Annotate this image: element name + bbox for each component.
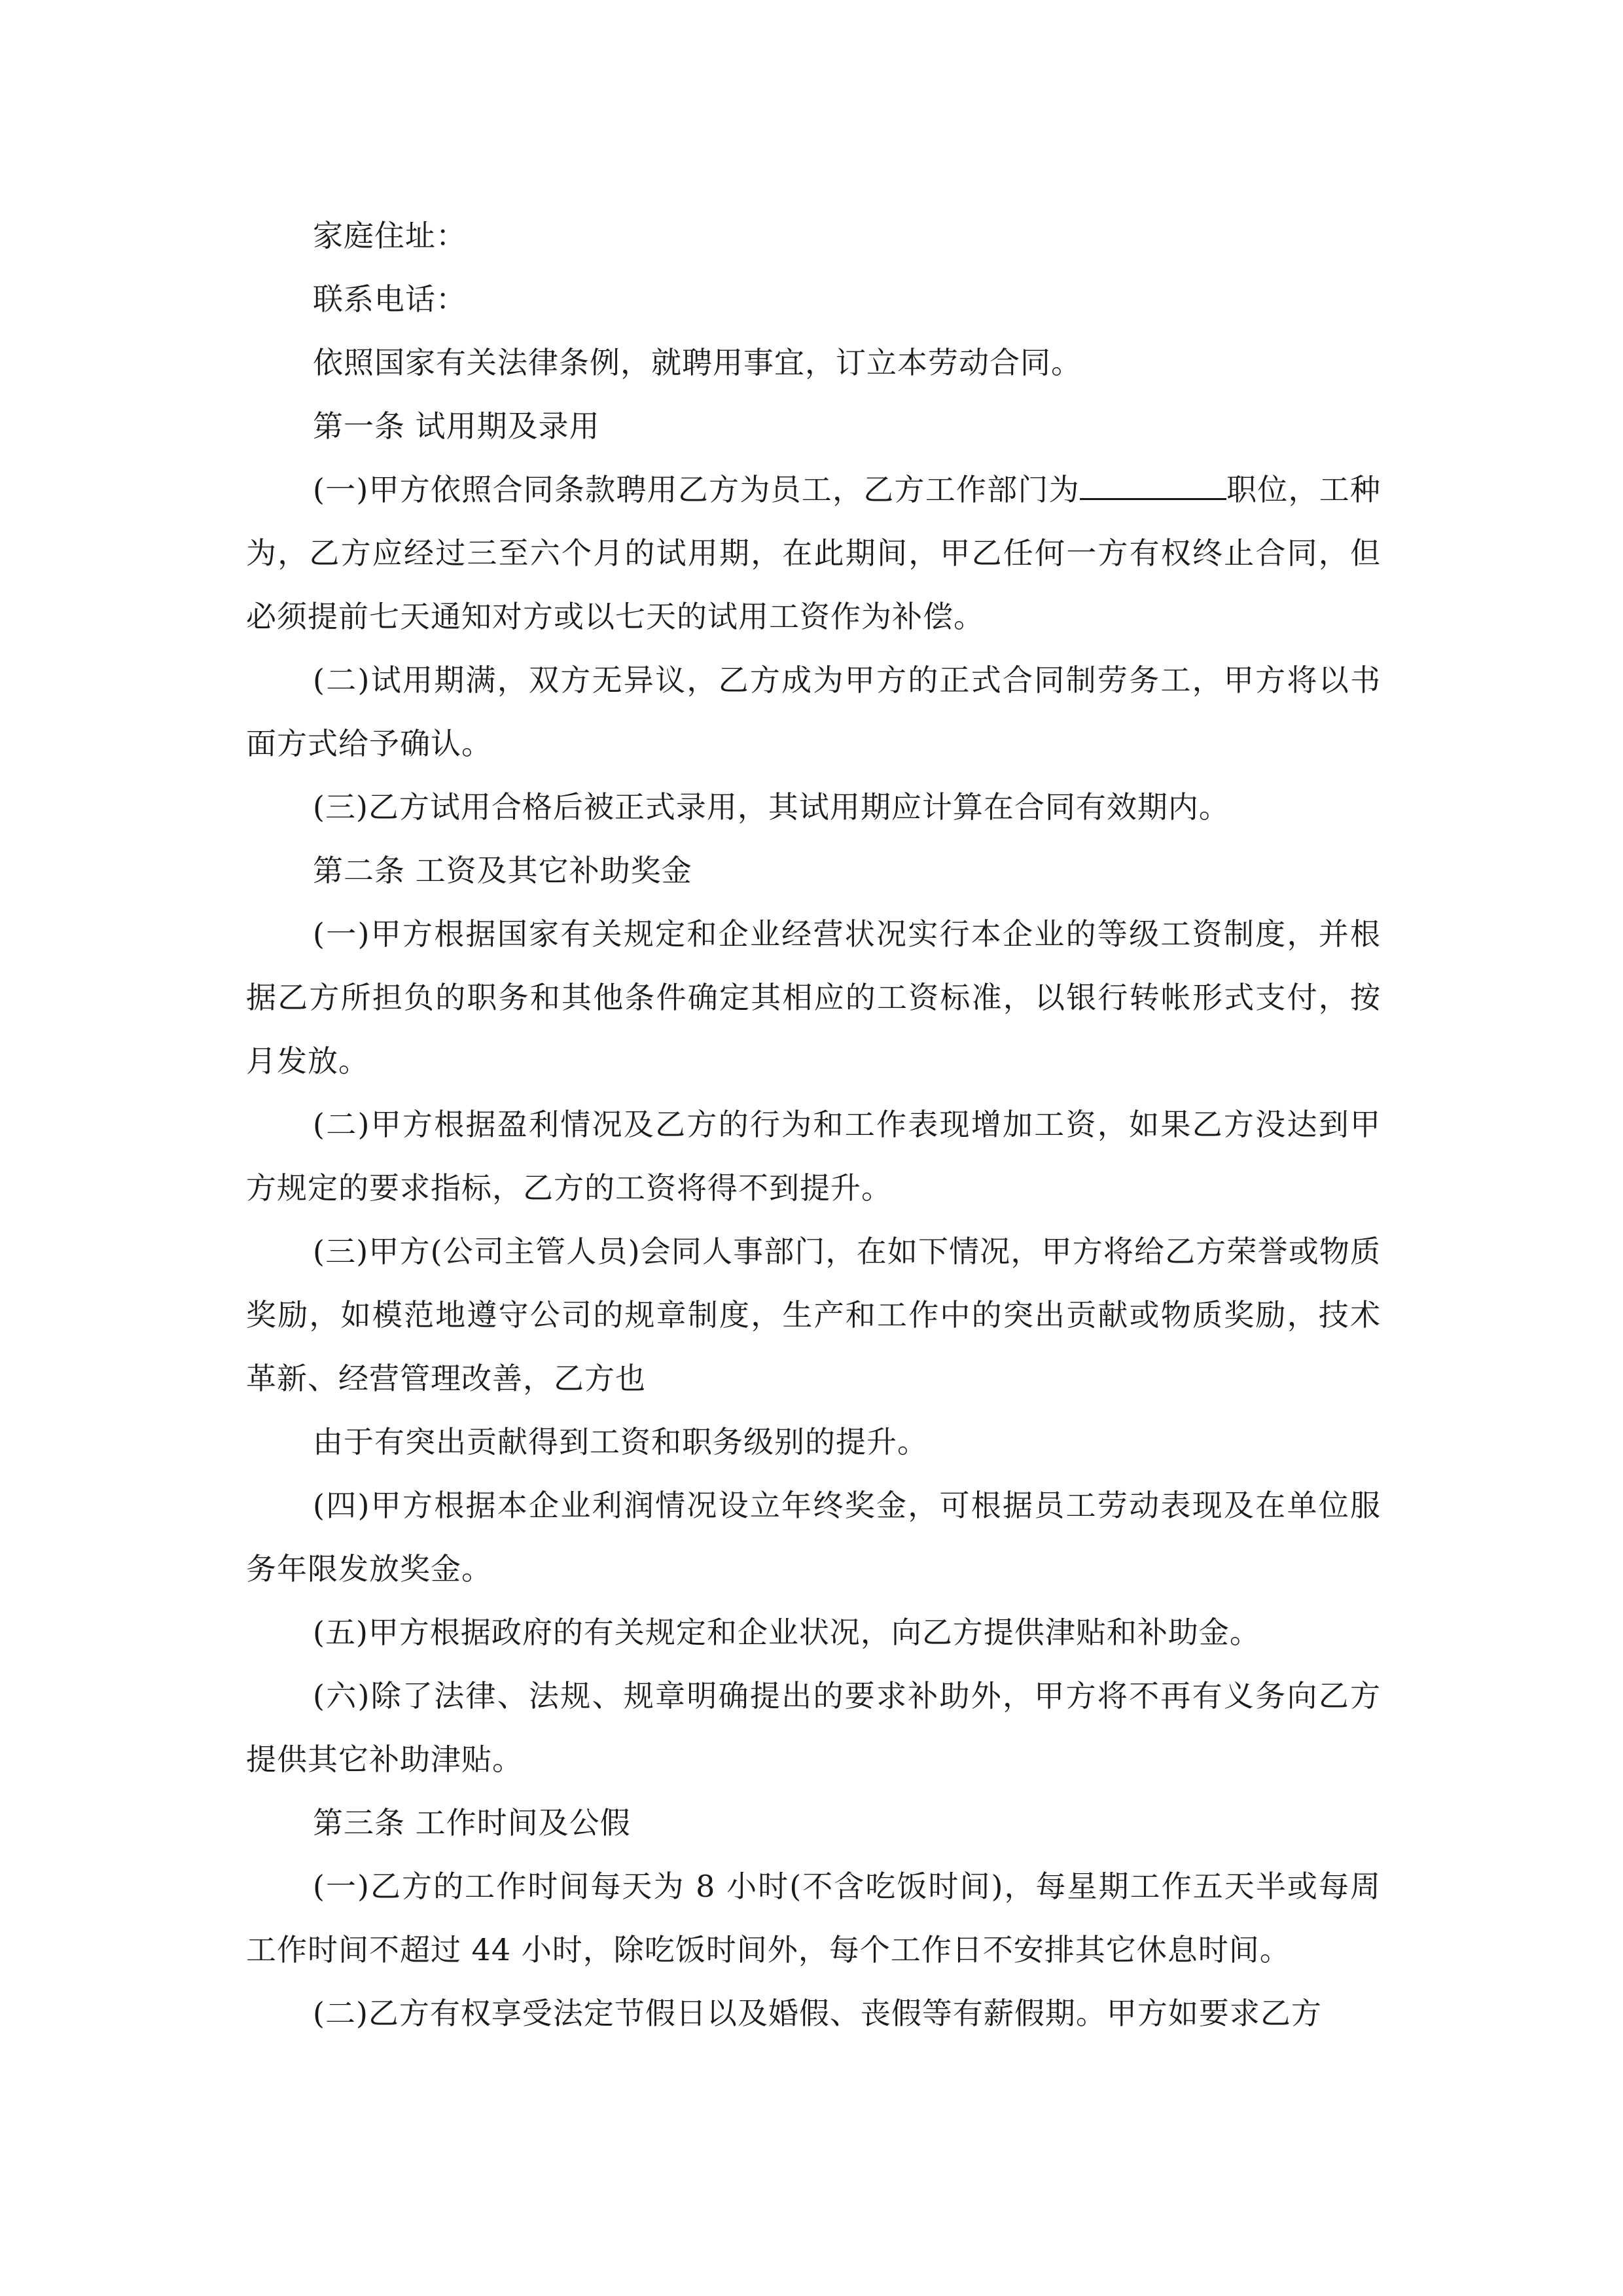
clause-text-before-blank: (一)甲方依照合同条款聘用乙方为员工，乙方工作部门为 [313, 472, 1080, 507]
article-1-heading: 第一条 试用期及录用 [313, 408, 600, 444]
clause-text-after-blank: 职位，工种为，乙方应经过三至六个月的试用期，在此期间，甲乙任何一方有权终止合同，但必须提前七天通知对方或以七天的试用工资作为补偿。 [246, 472, 1381, 634]
article-1-clause-2: (二)试用期满，双方无异议，乙方成为甲方的正式合同制劳务工，甲方将以书面方式给予确认。 [246, 662, 1381, 761]
phone-line: 联系电话： [313, 281, 467, 317]
article-3-clause-1: (一)乙方的工作时间每天为 8 小时(不含吃饭时间)，每星期工作五天半或每周工作时间不超过 44 小时，除吃饭时间外，每个工作日不安排其它休息时间。 [246, 1869, 1381, 1967]
article-2-clause-2: (二)甲方根据盈利情况及乙方的行为和工作表现增加工资，如果乙方没达到甲方规定的要求指标，乙方的工资将得不到提升。 [246, 1107, 1381, 1206]
article-2-clause-4: (四)甲方根据本企业利润情况设立年终奖金，可根据员工劳动表现及在单位服务年限发放奖金。 [246, 1488, 1381, 1587]
article-2-clause-5: (五)甲方根据政府的有关规定和企业状况，向乙方提供津贴和补助金。 [313, 1615, 1260, 1650]
article-2-clause-3-continued: 由于有突出贡献得到工资和职务级别的提升。 [313, 1424, 928, 1460]
article-1-clause-3: (三)乙方试用合格后被正式录用，其试用期应计算在合同有效期内。 [313, 789, 1230, 825]
article-3-heading: 第三条 工作时间及公假 [313, 1805, 631, 1840]
article-2-clause-6: (六)除了法律、法规、规章明确提出的要求补助外，甲方将不再有义务向乙方提供其它补助津贴。 [246, 1678, 1381, 1777]
home-address-line: 家庭住址： [313, 218, 467, 253]
preamble-paragraph: 依照国家有关法律条例，就聘用事宜，订立本劳动合同。 [313, 345, 1082, 380]
article-1-clause-1 [246, 458, 1381, 649]
department-blank [1080, 469, 1226, 500]
article-2-clause-3: (三)甲方(公司主管人员)会同人事部门，在如下情况，甲方将给乙方荣誉或物质奖励，如模范地遵守公司的规章制度，生产和工作中的突出贡献或物质奖励，技术革新、经营管理改善，乙方也 [246, 1234, 1381, 1396]
document-body [246, 204, 1381, 2045]
article-2-heading: 第二条 工资及其它补助奖金 [313, 853, 692, 888]
article-3-clause-2: (二)乙方有权享受法定节假日以及婚假、丧假等有薪假期。甲方如要求乙方 [313, 1996, 1322, 2031]
article-2-clause-1: (一)甲方根据国家有关规定和企业经营状况实行本企业的等级工资制度，并根据乙方所担负的职务和其他条件确定其相应的工资标准，以银行转帐形式支付，按月发放。 [246, 916, 1381, 1079]
